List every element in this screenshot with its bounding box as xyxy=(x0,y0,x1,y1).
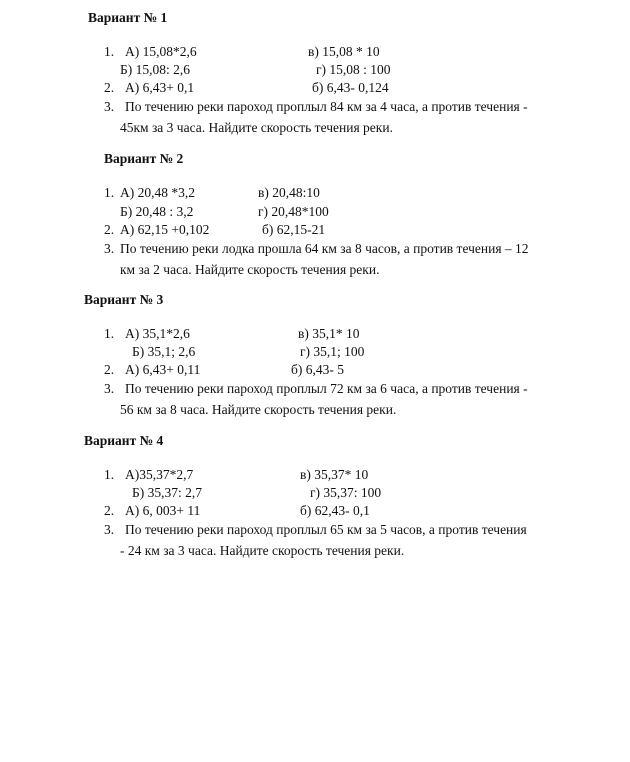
variant-4-task-3-number: 3. xyxy=(104,522,115,537)
variant-2-task-2b: б) 62,15-21 xyxy=(262,222,326,237)
variant-1-title: Вариант № 1 xyxy=(88,10,168,25)
variant-3-task-2b: б) 6,43- 5 xyxy=(291,362,344,377)
variant-3-task-1b: Б) 35,1; 2,6 xyxy=(132,344,196,359)
variant-4-task-1g: г) 35,37: 100 xyxy=(310,485,382,500)
variant-4-task-2b: б) 62,43- 0,1 xyxy=(300,503,370,518)
variant-2-task-1v: в) 20,48:10 xyxy=(258,185,320,200)
variant-3-task-2a: А) 6,43+ 0,11 xyxy=(125,362,201,377)
variant-2-task-1-number: 1. xyxy=(104,185,115,200)
variant-2-task-1a: А) 20,48 *3,2 xyxy=(120,185,195,200)
variant-2-task-3-line-2: км за 2 часа. Найдите скорость течения реки. xyxy=(120,262,380,277)
variant-4-task-2a: А) 6, 003+ 11 xyxy=(125,503,201,518)
variant-2-title: Вариант № 2 xyxy=(104,151,184,166)
variant-4-task-1-number: 1. xyxy=(104,467,115,482)
variant-1-task-1g: г) 15,08 : 100 xyxy=(316,62,391,77)
variant-4-task-1a: А)35,37*2,7 xyxy=(125,467,194,482)
variant-1-task-2a: А) 6,43+ 0,1 xyxy=(125,80,195,95)
variant-3-title: Вариант № 3 xyxy=(84,292,164,307)
variant-2-task-2-number: 2. xyxy=(104,222,115,237)
variant-3-task-1v: в) 35,1* 10 xyxy=(298,326,360,341)
variant-4-task-1b: Б) 35,37: 2,7 xyxy=(132,485,202,500)
variant-2-task-1b: Б) 20,48 : 3,2 xyxy=(120,204,194,219)
variant-1-task-1v: в) 15,08 * 10 xyxy=(308,44,380,59)
variant-1-task-2-number: 2. xyxy=(104,80,115,95)
variant-3-task-1g: г) 35,1; 100 xyxy=(300,344,365,359)
variant-4-task-2-number: 2. xyxy=(104,503,115,518)
variant-3-task-3-line-2: 56 км за 8 часа. Найдите скорость течения реки. xyxy=(120,402,397,417)
variant-1-task-3-line-1: По течению реки пароход проплыл 84 км за 4 часа, а против течения - xyxy=(125,99,528,114)
variant-3-task-3-number: 3. xyxy=(104,381,115,396)
variant-2-task-2a: А) 62,15 +0,102 xyxy=(120,222,210,237)
variant-1-task-1-number: 1. xyxy=(104,44,115,59)
variant-1-task-3-line-2: 45км за 3 часа. Найдите скорость течения реки. xyxy=(120,120,393,135)
variant-4-title: Вариант № 4 xyxy=(84,433,164,448)
variant-4-task-3-line-1: По течению реки пароход проплыл 65 км за 5 часов, а против течения xyxy=(125,522,527,537)
variant-1-task-1b: Б) 15,08: 2,6 xyxy=(120,62,190,77)
variant-3-task-3-line-1: По течению реки пароход проплыл 72 км за 6 часа, а против течения - xyxy=(125,381,528,396)
variant-3-task-1-number: 1. xyxy=(104,326,115,341)
variant-2-task-1g: г) 20,48*100 xyxy=(258,204,329,219)
variant-1-task-1a: А) 15,08*2,6 xyxy=(125,44,197,59)
variant-3-task-1a: А) 35,1*2,6 xyxy=(125,326,190,341)
variant-4-task-3-line-2: - 24 км за 3 часа. Найдите скорость течения реки. xyxy=(120,543,405,558)
variant-2-task-3-line-1: По течению реки лодка прошла 64 км за 8 часов, а против течения – 12 xyxy=(120,241,529,256)
variant-2-task-3-number: 3. xyxy=(104,241,115,256)
variant-1-task-3-number: 3. xyxy=(104,99,115,114)
variant-3-task-2-number: 2. xyxy=(104,362,115,377)
variant-4-task-1v: в) 35,37* 10 xyxy=(300,467,369,482)
variant-1-task-2b: б) 6,43- 0,124 xyxy=(312,80,389,95)
